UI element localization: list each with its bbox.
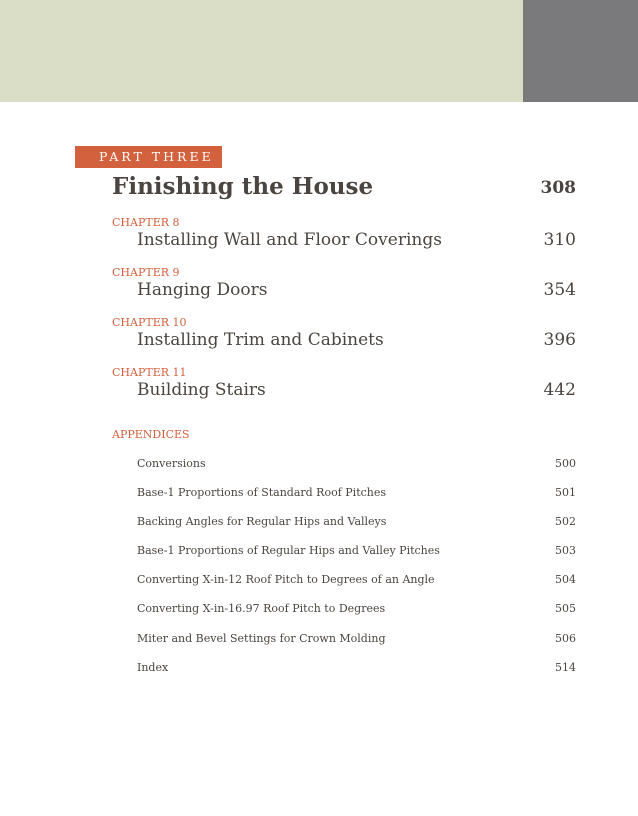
appendix-page-number: 514 — [555, 661, 576, 674]
appendix-page-number: 501 — [555, 486, 576, 499]
chapter-page-number: 442 — [543, 380, 576, 400]
chapter-label: CHAPTER 8 — [112, 216, 180, 229]
appendix-page-number: 504 — [555, 573, 576, 586]
appendix-title[interactable]: Conversions — [137, 457, 206, 470]
chapter-page-number: 310 — [543, 230, 576, 250]
part-title: Finishing the House — [112, 173, 374, 200]
appendix-title[interactable]: Converting X-in-12 Roof Pitch to Degrees of an Angle — [137, 573, 435, 586]
header-color-band — [0, 0, 523, 102]
appendix-title[interactable]: Miter and Bevel Settings for Crown Molding — [137, 632, 386, 645]
appendices-label: APPENDICES — [112, 428, 190, 441]
chapter-title[interactable]: Hanging Doors — [137, 280, 268, 300]
appendix-page-number: 502 — [555, 515, 576, 528]
appendix-title[interactable]: Backing Angles for Regular Hips and Valleys — [137, 515, 387, 528]
chapter-label: CHAPTER 11 — [112, 366, 187, 379]
chapter-title[interactable]: Installing Wall and Floor Coverings — [137, 230, 442, 250]
part-label: PART THREE — [75, 146, 222, 168]
appendix-title[interactable]: Base-1 Proportions of Standard Roof Pitches — [137, 486, 387, 499]
chapter-title[interactable]: Installing Trim and Cabinets — [137, 330, 384, 350]
part-page-number: 308 — [540, 178, 576, 198]
chapter-label: CHAPTER 10 — [112, 316, 187, 329]
appendix-page-number: 503 — [555, 544, 576, 557]
appendix-page-number: 500 — [555, 457, 576, 470]
appendix-title[interactable]: Base-1 Proportions of Regular Hips and Valley Pitches — [137, 544, 440, 557]
appendix-title[interactable]: Index — [137, 661, 169, 674]
appendix-title[interactable]: Converting X-in-16.97 Roof Pitch to Degrees — [137, 602, 386, 615]
appendix-page-number: 506 — [555, 632, 576, 645]
chapter-page-number: 354 — [543, 280, 576, 300]
appendix-page-number: 505 — [555, 602, 576, 615]
chapter-title[interactable]: Building Stairs — [137, 380, 266, 400]
header-gray-block — [523, 0, 638, 102]
chapter-label: CHAPTER 9 — [112, 266, 180, 279]
chapter-page-number: 396 — [543, 330, 576, 350]
